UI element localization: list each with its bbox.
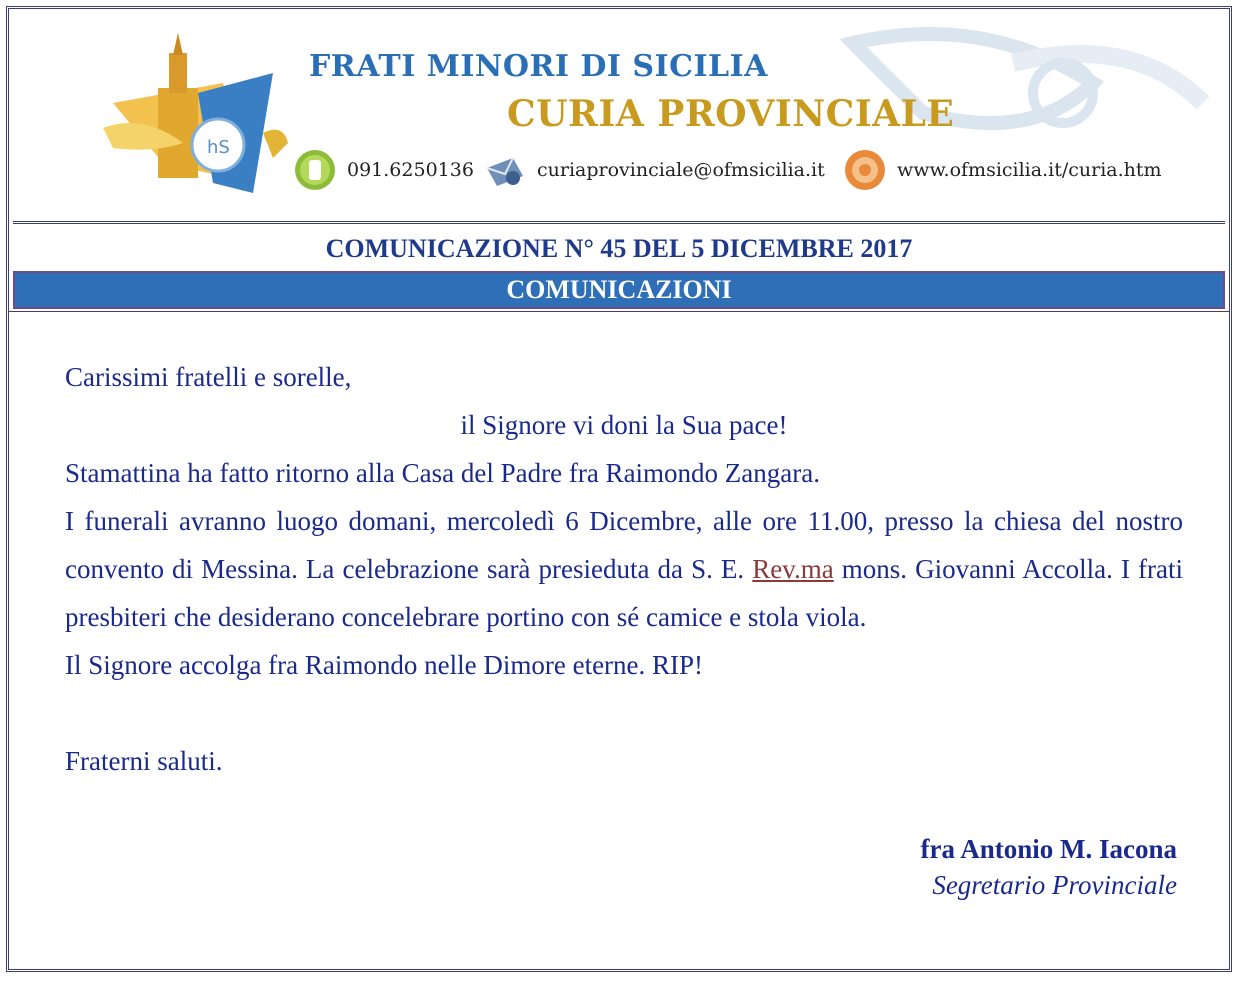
closing-prayer: Il Signore accolga fra Raimondo nelle Dimore eterne. RIP!: [65, 650, 704, 680]
announcement-line: Stamattina ha fatto ritorno alla Casa del Padre fra Raimondo Zangara.: [65, 458, 820, 488]
newsletter-frame: [6, 6, 1232, 972]
spacer: [65, 689, 1183, 737]
email-icon: [483, 148, 527, 192]
website-contact[interactable]: [843, 145, 1162, 195]
blessing: il Signore vi doni la Sua pace!: [460, 410, 788, 440]
title-curia-provinciale: CURIA PROVINCIALE: [507, 93, 955, 135]
website-url[interactable]: www.ofmsicilia.it/curia.htm: [897, 159, 1162, 181]
logo-text: hS: [207, 137, 230, 158]
phone-icon: [293, 148, 337, 192]
contact-row: [293, 145, 1193, 195]
funeral-text-part2: mons. Giovanni Accolla. I frati presbiteri che desiderano concelebrare portino con sé camice e stola viola.: [65, 554, 1184, 632]
revma-link[interactable]: Rev.ma: [752, 554, 834, 584]
franciscan-logo: [103, 33, 293, 208]
email-address[interactable]: curiaprovinciale@ofmsicilia.it: [537, 159, 825, 181]
greeting: Carissimi fratelli e sorelle,: [65, 362, 352, 392]
email-contact[interactable]: [483, 145, 825, 195]
signature-name: fra Antonio M. Iacona: [920, 834, 1177, 864]
letter-body: [65, 353, 1183, 785]
funeral-text-part1: I funerali avranno luogo domani, mercoledì 6 Dicembre, alle ore 11.00, presso la chiesa del nostro convento di Messina. La celebrazione sarà presieduta da S. E.: [65, 506, 1183, 584]
salutation: Fraterni saluti.: [65, 746, 223, 776]
phone-contact: [293, 145, 474, 195]
divider: [9, 311, 1229, 312]
header-banner: [13, 13, 1225, 224]
title-frati-minori: FRATI MINORI DI SICILIA: [309, 49, 768, 84]
signature-block: [921, 831, 1178, 903]
phone-number: 091.6250136: [347, 159, 474, 181]
web-icon: [843, 148, 887, 192]
section-title: COMUNICAZIONI: [506, 275, 732, 304]
funeral-paragraph: [65, 497, 1183, 641]
section-title-bar: [13, 271, 1225, 309]
communication-number: COMUNICAZIONE N° 45 DEL 5 DICEMBRE 2017: [325, 234, 913, 263]
signature-role: Segretario Provinciale: [932, 870, 1177, 900]
